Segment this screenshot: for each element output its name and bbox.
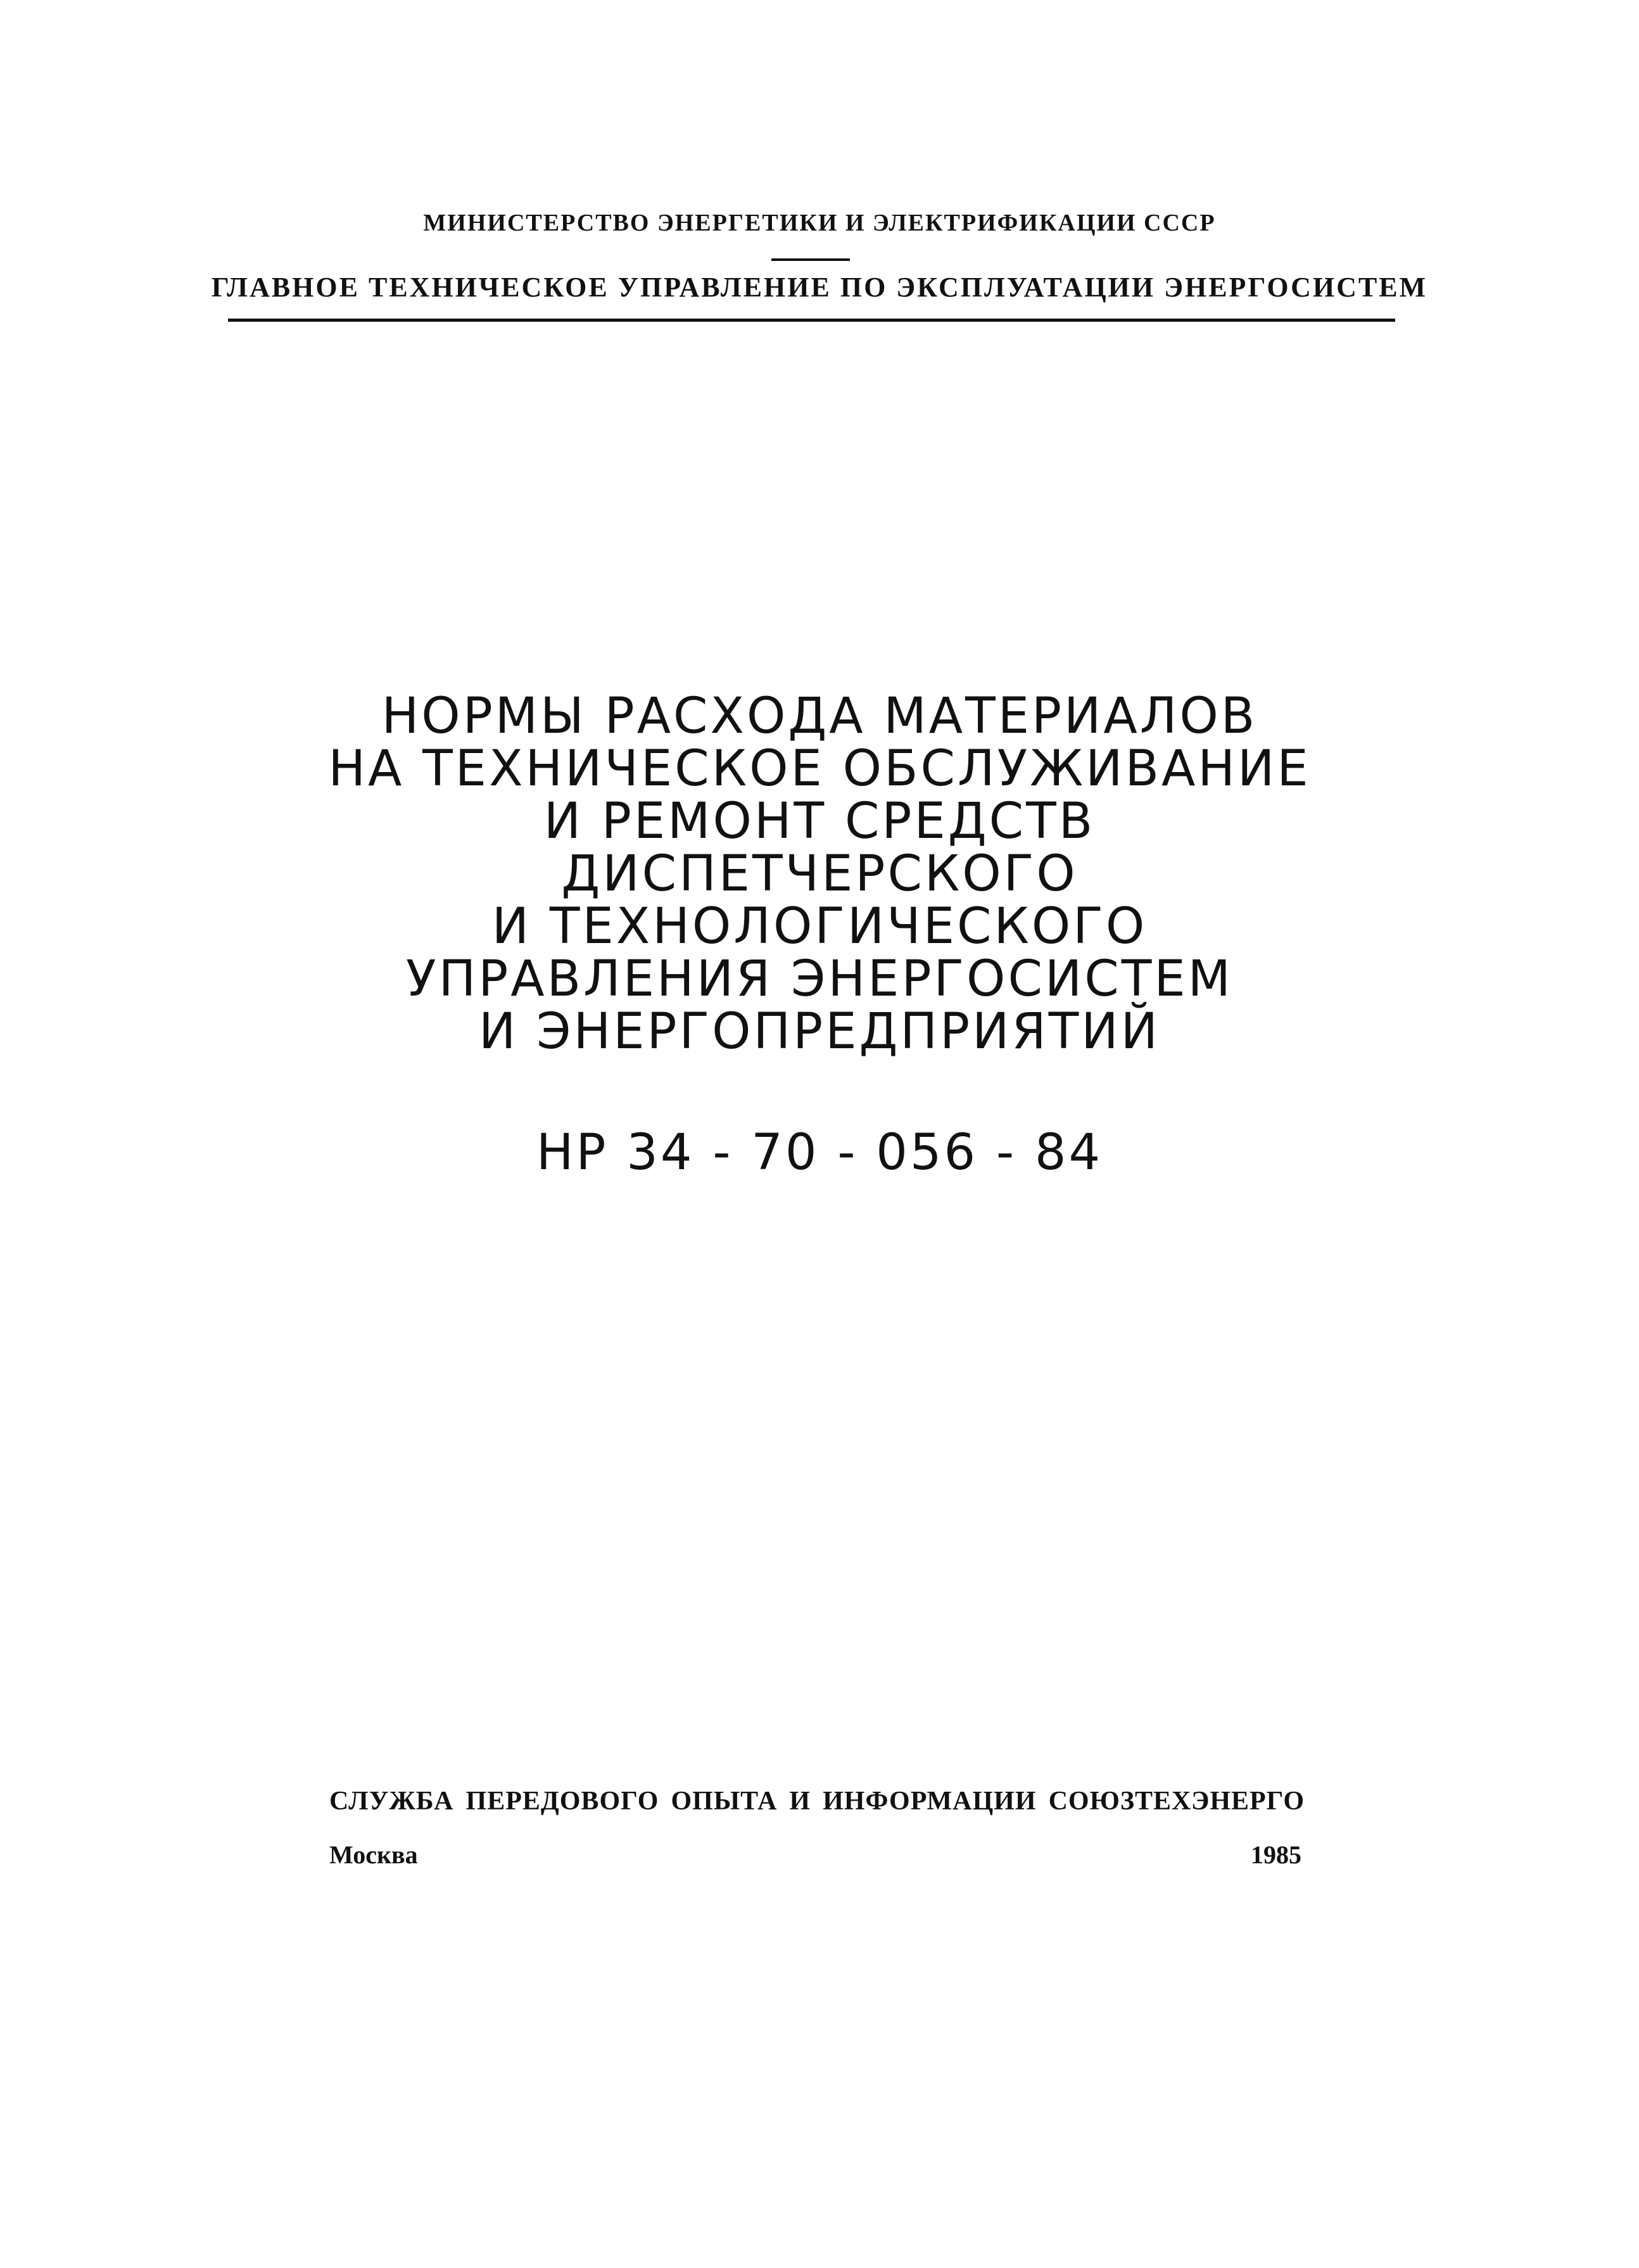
publication-year: 1985 <box>1251 1840 1301 1869</box>
title-line: УПРАВЛЕНИЯ ЭНЕРГОСИСТЕМ <box>406 951 1233 1008</box>
title-line: НА ТЕХНИЧЕСКОЕ ОБСЛУЖИВАНИЕ <box>328 740 1311 797</box>
publication-city: Москва <box>329 1840 418 1869</box>
short-divider <box>771 258 850 261</box>
title-line: ДИСПЕТЧЕРСКОГО <box>561 846 1078 903</box>
imprint-row <box>329 1840 1301 1870</box>
title-line: И ЭНЕРГОПРЕДПРИЯТИЙ <box>478 1003 1161 1060</box>
title-line: И РЕМОНТ СРЕДСТВ <box>543 793 1096 850</box>
ministry-name: МИНИСТЕРСТВО ЭНЕРГЕТИКИ И ЭЛЕКТРИФИКАЦИИ СССР <box>423 210 1216 236</box>
title-line: НОРМЫ РАСХОДА МАТЕРИАЛОВ <box>381 688 1258 745</box>
document-title <box>0 690 1639 1058</box>
title-line: И ТЕХНОЛОГИЧЕСКОГО <box>491 898 1148 955</box>
directorate-name: ГЛАВНОЕ ТЕХНИЧЕСКОЕ УПРАВЛЕНИЕ ПО ЭКСПЛУАТАЦИИ ЭНЕРГОСИСТЕМ <box>211 272 1428 303</box>
document-code: НР 34 - 70 - 056 - 84 <box>536 1124 1103 1181</box>
publisher-name: СЛУЖБА ПЕРЕДОВОГО ОПЫТА И ИНФОРМАЦИИ СОЮЗТЕХЭНЕРГО <box>329 1787 1305 1816</box>
header-divider <box>228 319 1395 322</box>
